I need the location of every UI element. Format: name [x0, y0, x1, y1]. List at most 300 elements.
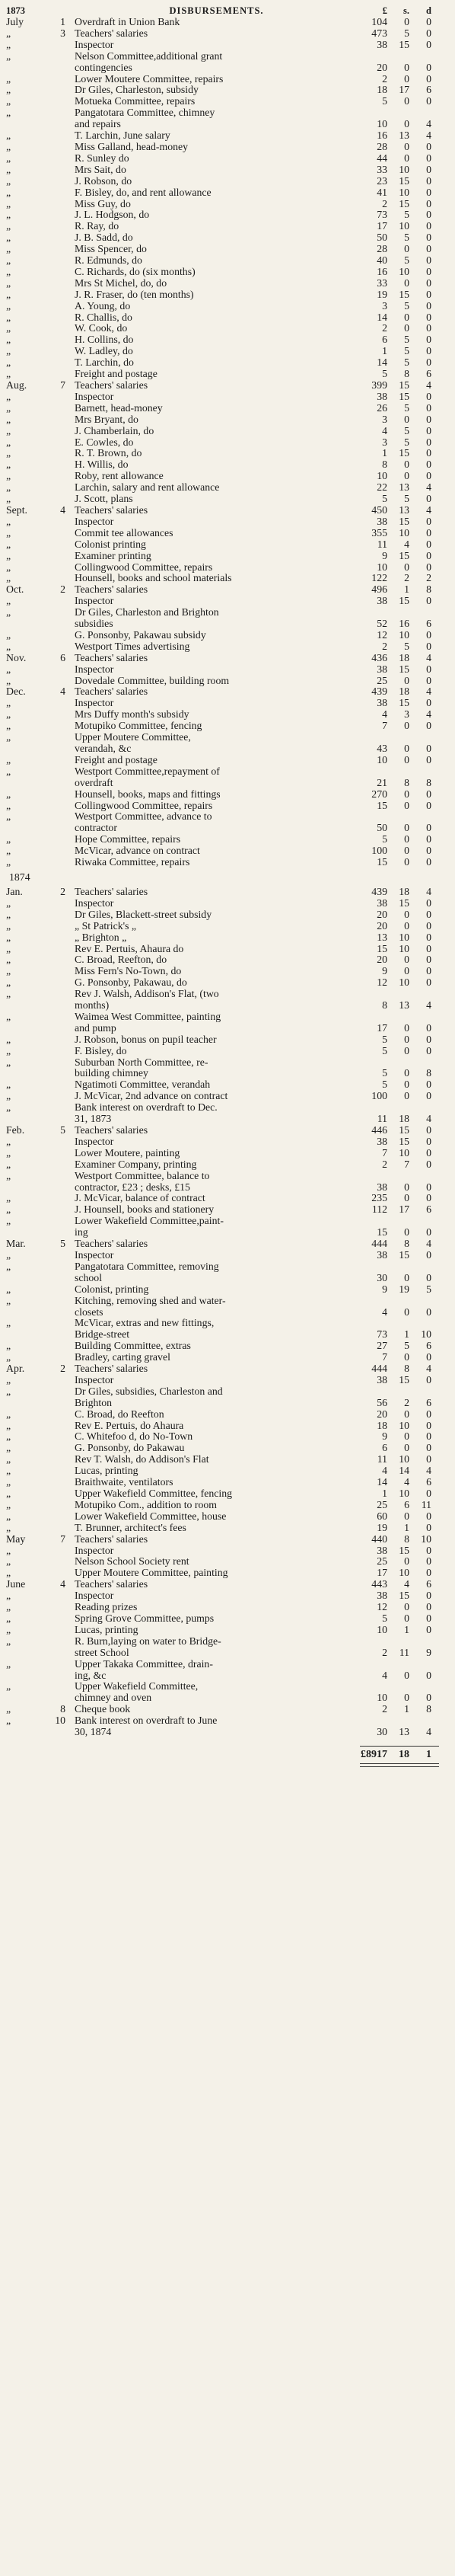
entry-description: ing	[75, 1227, 88, 1238]
entry-pounds: 73	[377, 1328, 387, 1341]
entry-pounds: 4	[382, 708, 387, 721]
entry-date	[6, 1375, 73, 1386]
entry-description: Collingwood Committee, repairs	[75, 800, 213, 811]
entry-pounds: 11	[377, 1113, 387, 1125]
entry-description: Upper Takaka Committee, drain-	[75, 1658, 213, 1670]
entry-shillings: 0	[404, 674, 409, 686]
entry-month	[6, 1727, 44, 1738]
entry-shillings: 0	[404, 720, 409, 732]
entry-day	[44, 1511, 73, 1523]
entry-pounds: 10	[377, 753, 387, 765]
entry-pounds: 1	[382, 447, 387, 459]
entry-day	[44, 1443, 73, 1454]
entry-month: May	[6, 1532, 26, 1545]
entry-shillings: 15	[399, 1124, 409, 1136]
ledger-entry	[6, 1421, 447, 1432]
ledger-entry	[6, 1534, 447, 1545]
entry-shillings: 15	[399, 1544, 409, 1556]
entry-month: „	[6, 311, 11, 323]
entry-day	[44, 459, 73, 471]
entry-description: J. Chamberlain, do	[75, 425, 154, 436]
entry-month: „	[6, 720, 11, 732]
entry-day	[44, 539, 73, 551]
entry-pounds: 235	[371, 1192, 387, 1204]
entry-pounds: 10	[377, 470, 387, 482]
entry-month: „	[6, 493, 11, 505]
entry-pounds: 56	[377, 1396, 387, 1408]
entry-pence: 0	[426, 965, 431, 977]
entry-day	[44, 1182, 73, 1194]
entry-pounds: 33	[377, 276, 387, 289]
entry-day	[44, 119, 73, 130]
entry-day	[44, 403, 73, 414]
entry-pounds: 19	[377, 288, 387, 300]
entry-month: „	[6, 1510, 11, 1522]
entry-month: „	[6, 1248, 11, 1261]
entry-month: „	[6, 1294, 11, 1306]
ledger-entry	[6, 414, 447, 426]
entry-date	[6, 516, 73, 528]
entry-shillings	[387, 1057, 409, 1069]
entry-pence: 0	[426, 1567, 431, 1579]
entry-pence	[409, 51, 431, 62]
entry-pence: 0	[426, 595, 431, 607]
entry-pounds: 9	[382, 965, 387, 977]
entry-shillings	[387, 989, 409, 1000]
entry-day	[44, 1000, 73, 1012]
entry-shillings: 17	[399, 1203, 409, 1216]
ledger-entry	[6, 1079, 447, 1091]
entry-month: „	[6, 788, 11, 800]
ledger-entry	[6, 1296, 447, 1307]
entry-shillings: 15	[399, 288, 409, 300]
ledger-entry	[6, 74, 447, 85]
entry-pounds	[358, 1216, 387, 1227]
entry-day	[44, 1102, 73, 1114]
entry-date	[6, 1421, 73, 1432]
entry-month: „	[6, 152, 11, 164]
ledger-entry	[6, 312, 447, 324]
entry-description: J. McVicar, 2nd advance on contract	[75, 1091, 228, 1102]
entry-description: A. Young, do	[75, 300, 131, 312]
entry-pounds: 450	[371, 503, 387, 516]
ledger-entry	[6, 1568, 447, 1579]
ledger-entry	[6, 1318, 447, 1329]
entry-pounds: 33	[377, 163, 387, 175]
entry-description: school	[75, 1272, 103, 1283]
entry-day	[44, 1023, 73, 1034]
entry-date	[6, 209, 73, 221]
ledger-entry	[6, 267, 447, 278]
entry-day: 10	[55, 1715, 65, 1727]
entry-date	[6, 1296, 73, 1307]
entry-date	[6, 1670, 73, 1682]
entry-date	[6, 289, 73, 301]
entry-date	[6, 551, 73, 562]
entry-pounds	[358, 1102, 387, 1114]
entry-month	[6, 1692, 44, 1704]
entry-description: Larchin, salary and rent allowance	[75, 482, 220, 494]
entry-shillings: 0	[404, 1226, 409, 1238]
entry-pounds: 10	[377, 1692, 387, 1704]
entry-month: „	[6, 731, 11, 743]
entry-description: Bradley, carting gravel	[75, 1352, 170, 1363]
entry-date	[6, 1477, 73, 1488]
entry-day	[44, 346, 73, 357]
entry-date	[6, 244, 73, 255]
entry-description: Lucas, printing	[75, 1624, 138, 1635]
entry-description: Roby, rent allowance	[75, 471, 164, 482]
entry-day	[44, 1625, 73, 1636]
entry-description: Teachers' salaries	[75, 1579, 148, 1590]
entry-month: „	[6, 163, 11, 175]
entry-pounds: 2	[382, 1646, 387, 1658]
entry-date	[6, 686, 73, 698]
entry-month: „	[6, 288, 11, 300]
entry-day	[44, 1590, 73, 1602]
entry-description: Nelson School Society rent	[75, 1556, 189, 1568]
entry-shillings: 0	[404, 908, 409, 920]
entry-description: Rev J. Walsh, Addison's Flat, (two	[75, 989, 219, 1000]
entry-description: Colonist, printing	[75, 1283, 149, 1295]
entry-date	[6, 618, 73, 630]
entry-pence: 6	[426, 1476, 431, 1488]
entry-pence: 0	[426, 1146, 431, 1159]
year-divider	[6, 868, 447, 887]
entry-month: „	[6, 209, 11, 221]
entry-pounds: 38	[377, 1248, 387, 1261]
ledger-entry	[6, 1523, 447, 1534]
entry-pence: 0	[426, 663, 431, 675]
entry-description: Miss Galland, head-money	[75, 141, 189, 152]
entry-month: „	[6, 765, 11, 777]
entry-pounds: 16	[377, 129, 387, 142]
entry-description: Teachers' salaries	[75, 1238, 148, 1250]
entry-shillings: 3	[404, 708, 409, 721]
entry-day: 2	[60, 1363, 65, 1375]
ledger-entry	[6, 1500, 447, 1511]
entry-day	[44, 1568, 73, 1579]
entry-date	[6, 471, 73, 482]
entry-description: C. Broad, do Reefton	[75, 1408, 164, 1420]
entry-pounds	[358, 607, 387, 618]
entry-month: „	[6, 1408, 11, 1420]
entry-month: „	[6, 965, 11, 977]
ledger-entry	[6, 1193, 447, 1204]
entry-shillings: 15	[399, 663, 409, 675]
entry-day	[44, 40, 73, 51]
entry-date	[6, 28, 73, 40]
entry-description: Suburban North Committee, re-	[75, 1056, 208, 1068]
entry-day: 1	[60, 16, 65, 27]
entry-pence: 0	[426, 1555, 431, 1568]
ledger-entry	[6, 909, 447, 921]
entry-description: „ St Patrick's „	[75, 920, 137, 932]
entry-pence: 0	[426, 232, 431, 244]
entry-pounds: 12	[377, 628, 387, 641]
title-heading: DISBURSEMENTS.	[169, 5, 264, 16]
entry-pence: 0	[426, 1419, 431, 1431]
entry-description: Teachers' salaries	[75, 886, 148, 897]
entry-day: 7	[60, 379, 65, 391]
entry-date	[6, 199, 73, 210]
entry-shillings: 0	[404, 919, 409, 932]
entry-shillings: 0	[404, 16, 409, 27]
entry-pence: 0	[426, 493, 431, 505]
entry-pounds: 104	[371, 16, 387, 27]
entry-date	[6, 887, 73, 898]
entry-shillings: 4	[404, 538, 409, 550]
ledger-entry	[6, 653, 447, 664]
entry-date	[6, 1545, 73, 1557]
entry-shillings: 0	[404, 833, 409, 845]
entry-shillings: 5	[404, 254, 409, 267]
ledger-entry	[6, 1590, 447, 1602]
entry-day	[44, 232, 73, 244]
entry-month: „	[6, 38, 11, 50]
entry-day	[44, 96, 73, 107]
entry-shillings: 10	[399, 1567, 409, 1579]
entry-pounds	[358, 1012, 387, 1023]
entry-pence: 0	[426, 1033, 431, 1045]
entry-pounds: 26	[377, 401, 387, 414]
entry-pence: 0	[426, 1158, 431, 1170]
entry-description: Teachers' salaries	[75, 504, 148, 516]
entry-description: Ngatimoti Committee, verandah	[75, 1079, 211, 1091]
entry-pence: 0	[426, 436, 431, 448]
ledger-entry	[6, 1114, 447, 1125]
entry-pence: 5	[426, 1283, 431, 1295]
entry-pounds: 100	[371, 1090, 387, 1102]
entry-description: Inspector	[75, 1374, 114, 1385]
entry-date	[6, 1273, 73, 1284]
ledger-entry	[6, 334, 447, 346]
entry-pence	[409, 1386, 431, 1398]
entry-month	[6, 743, 44, 755]
entry-month: „	[6, 1215, 11, 1227]
entry-shillings: 5	[404, 436, 409, 448]
entry-day: 4	[60, 503, 65, 516]
entry-description: Upper Wakefield Committee,	[75, 1681, 199, 1692]
entry-shillings: 0	[404, 1669, 409, 1681]
entry-day	[44, 778, 73, 789]
entry-date	[6, 17, 73, 28]
entry-month: „	[6, 833, 11, 845]
entry-pounds: 9	[382, 1430, 387, 1443]
entry-pounds: 9	[382, 1283, 387, 1295]
entry-pence: 0	[426, 1544, 431, 1556]
entry-description: Inspector	[75, 39, 114, 50]
entry-pence: 0	[426, 753, 431, 765]
entry-shillings: 10	[399, 163, 409, 175]
entry-pence: 0	[426, 845, 431, 857]
entry-shillings	[387, 607, 409, 618]
entry-description: Rev E. Pertuis, do Ahaura	[75, 1420, 184, 1431]
entry-pounds: 3	[382, 299, 387, 312]
entry-shillings: 10	[399, 931, 409, 943]
entry-shillings: 0	[404, 1044, 409, 1056]
entry-pounds: 2	[382, 1158, 387, 1170]
entry-pence: 0	[426, 1623, 431, 1635]
entry-description: G. Ponsonby, do Pakawau	[75, 1443, 185, 1454]
entry-description: Braithwaite, ventilators	[75, 1477, 173, 1488]
entry-month: „	[6, 197, 11, 209]
entry-day	[44, 482, 73, 494]
entry-date	[6, 1636, 73, 1648]
entry-month: „	[6, 1544, 11, 1556]
entry-pence: 0	[426, 470, 431, 482]
entry-description: Colonist printing	[75, 539, 146, 550]
entry-pounds: 4	[382, 424, 387, 436]
entry-date	[6, 1556, 73, 1568]
entry-description: Lower Wakefield Committee, house	[75, 1510, 227, 1522]
entry-day: 7	[60, 1532, 65, 1545]
entry-month: „	[6, 265, 11, 277]
entry-description: building chimney	[75, 1068, 148, 1079]
entry-date	[6, 977, 73, 989]
entry-day	[44, 1204, 73, 1216]
entry-day	[44, 1523, 73, 1534]
entry-pounds: 5	[382, 493, 387, 505]
entry-shillings: 0	[404, 276, 409, 289]
ledger-entry	[6, 1477, 447, 1488]
entry-pounds: 7	[382, 720, 387, 732]
entry-pence	[409, 1261, 431, 1273]
entry-day	[44, 1114, 73, 1125]
entry-date	[6, 778, 73, 789]
entry-date	[6, 459, 73, 471]
entry-pence: 0	[426, 1044, 431, 1056]
ledger-entry	[6, 1488, 447, 1500]
entry-pence: 0	[426, 459, 431, 471]
entry-date	[6, 1613, 73, 1625]
entry-month: „	[6, 299, 11, 312]
ledger-entry	[6, 1692, 447, 1704]
entry-shillings: 0	[404, 152, 409, 164]
entry-month: „	[6, 1203, 11, 1216]
entry-shillings: 5	[404, 493, 409, 505]
entry-pence: 0	[426, 1271, 431, 1283]
ledger-entry	[6, 1670, 447, 1682]
ledger-entry	[6, 153, 447, 165]
entry-pence: 0	[426, 515, 431, 527]
entry-month: „	[6, 254, 11, 267]
entry-shillings: 5	[404, 209, 409, 221]
ledger-entry	[6, 1159, 447, 1171]
entry-pounds: 444	[371, 1238, 387, 1250]
entry-shillings: 15	[399, 38, 409, 50]
entry-date	[6, 1352, 73, 1363]
entry-description: R. Sunley do	[75, 152, 129, 164]
entry-pence: 0	[426, 976, 431, 989]
entry-month: „	[6, 243, 11, 255]
entry-shillings: 2	[404, 572, 409, 584]
entry-description: J. Scott, plans	[75, 494, 133, 505]
entry-pounds: 100	[371, 845, 387, 857]
entry-pounds: 7	[382, 1146, 387, 1159]
ledger-entry	[6, 244, 447, 255]
entry-pence: 0	[426, 743, 431, 754]
entry-shillings: 0	[404, 1271, 409, 1283]
entry-month: „	[6, 1567, 11, 1579]
entry-description: Dr Giles, Charleston, subsidy	[75, 85, 199, 96]
entry-shillings: 15	[399, 1135, 409, 1147]
entry-month: „	[6, 919, 11, 932]
entry-day	[44, 596, 73, 607]
ledger-entry	[6, 176, 447, 187]
entry-date	[6, 1454, 73, 1465]
entry-month: „	[6, 1476, 11, 1488]
entry-month: „	[6, 1419, 11, 1431]
ledger-entry	[6, 698, 447, 709]
entry-month	[6, 1273, 44, 1284]
entry-pence: 0	[426, 1612, 431, 1624]
entry-day: 4	[60, 1578, 65, 1590]
entry-month: „	[6, 628, 11, 641]
entry-month: „	[6, 1101, 11, 1114]
entry-pence: 0	[426, 896, 431, 909]
entry-pounds	[358, 1057, 387, 1069]
entry-month: „	[6, 942, 11, 954]
entry-pence: 0	[426, 1351, 431, 1363]
ledger-entry	[6, 573, 447, 584]
entry-date	[6, 1238, 73, 1250]
ledger-entry	[6, 898, 447, 909]
ledger-entry	[6, 1238, 447, 1250]
entry-pence: 0	[426, 163, 431, 175]
entry-month: „	[6, 1521, 11, 1533]
entry-day	[44, 1273, 73, 1284]
entries-1873	[6, 17, 447, 868]
entry-shillings: 0	[404, 118, 409, 130]
entry-pounds: 38	[377, 1181, 387, 1193]
entry-pounds: 11	[377, 1453, 387, 1465]
ledger-entry	[6, 789, 447, 801]
ledger-entry	[6, 130, 447, 142]
ledger-entry	[6, 1375, 447, 1386]
entry-date	[6, 414, 73, 426]
entry-month: „	[6, 368, 11, 380]
entry-pence: 0	[426, 447, 431, 459]
entry-pounds: 6	[382, 334, 387, 346]
entry-pounds: 30	[377, 1271, 387, 1283]
entry-shillings: 0	[404, 1033, 409, 1045]
ledger-entry	[6, 142, 447, 153]
entry-description: R. Edmunds, do	[75, 255, 142, 267]
entry-shillings: 15	[399, 896, 409, 909]
entry-day	[44, 743, 73, 755]
entry-pence: 0	[426, 1521, 431, 1533]
entry-pence: 0	[426, 1430, 431, 1443]
entry-day	[44, 921, 73, 932]
entry-description: McVicar, extras and new fittings,	[75, 1318, 215, 1329]
entry-month: „	[6, 129, 11, 142]
ledger-entry	[6, 1341, 447, 1352]
entry-month: „	[6, 334, 11, 346]
entry-month: „	[6, 345, 11, 357]
entry-shillings: 0	[404, 1351, 409, 1363]
entry-pounds: 440	[371, 1532, 387, 1545]
entry-month: „	[6, 708, 11, 721]
entry-shillings: 0	[404, 845, 409, 857]
entry-shillings: 0	[404, 1692, 409, 1704]
entry-shillings: 15	[399, 379, 409, 391]
entry-description: W. Ladley, do	[75, 346, 133, 357]
entry-pence	[409, 732, 431, 743]
entry-shillings: 10	[399, 220, 409, 232]
entry-pence: 0	[426, 390, 431, 402]
entry-pence: 2	[426, 572, 431, 584]
